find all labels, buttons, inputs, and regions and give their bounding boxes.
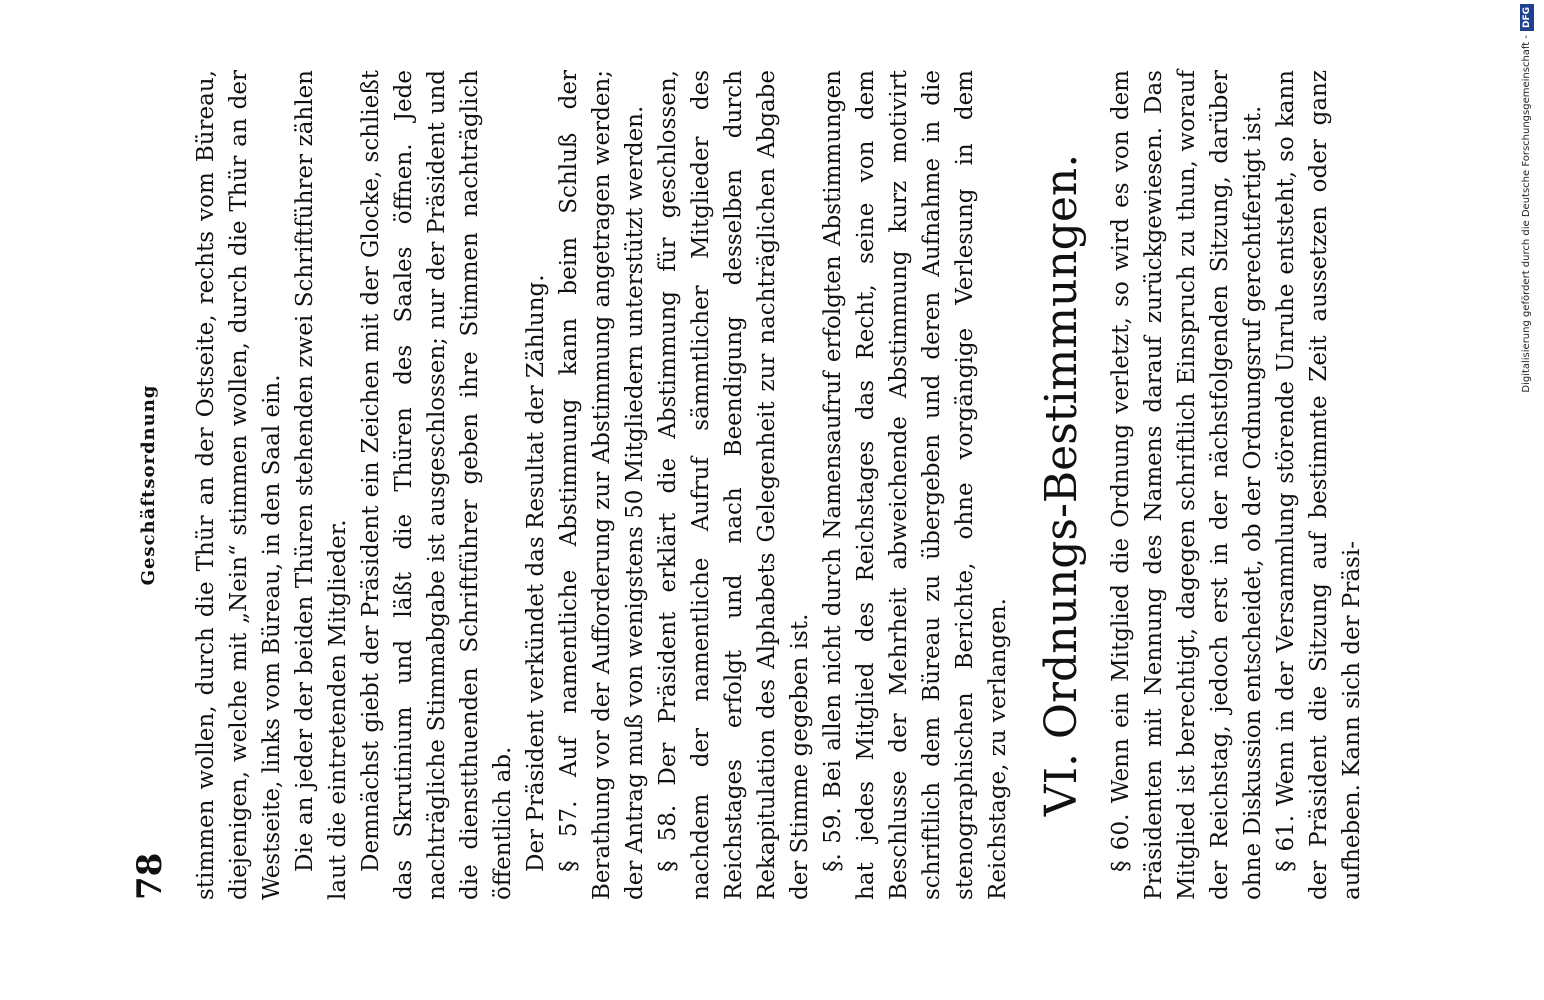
- section-title: VI. Ordnungs-Bestimmungen.: [1036, 153, 1087, 817]
- running-head: Geschäftsordnung: [138, 384, 159, 586]
- paragraph: Demnächst giebt der Präsident ein Zeichen mit der Glocke, schließt das Skrutinium und läßt die Thüren des Saales öffnen. Jede nachträgliche Stimmabgabe ist ausgeschlossen; nur der Präsident und die dienstthuenden Schriftführer geben ihre Stimmen nachträglich öffentlich ab.: [358, 70, 516, 900]
- paragraph: § 60. Wenn ein Mitglied die Ordnung verletzt, so wird es von dem Präsidenten mit Nennung des Namens darauf zurückgewiesen. Das Mitglied ist berechtigt, dagegen schriftlich Einspruch zu thun, worauf der Reichstag, jedoch erst in der nächstfolgenden Sitzung, darüber ohne Diskussion entscheidet, ob der Ordnungsruf gerechtfertigt ist.: [1108, 70, 1266, 900]
- paragraph: Der Präsident verkündet das Resultat der Zählung.: [523, 274, 549, 872]
- document-page: [130, 70, 1365, 900]
- page-header: [130, 70, 170, 900]
- paragraph: § 61. Wenn in der Versammlung störende Unruhe entsteht, so kann der Präsident die Sitzung auf bestimmte Zeit aussetzen oder ganz aufheben. Kann sich der Präsi-: [1273, 70, 1365, 900]
- body-text: [190, 70, 1369, 900]
- paragraph: stimmen wollen, durch die Thür an der Ostseite, rechts vom Büreau, diejenigen, welche mit „Nein“ stimmen wollen, durch die Thür an der Westseite, links vom Büreau, in den Saal ein.: [193, 70, 285, 900]
- paragraph: § 58. Der Präsident erklärt die Abstimmung für geschlossen, nachdem der namentliche Aufruf sämmtlicher Mitglieder des Reichstages erfolgt und nach Beendigung desselben durch Rekapitulation des Alphabets Gelegenheit zur nachträglichen Abgabe der Stimme gegeben ist.: [655, 70, 813, 900]
- paragraph: §. 59. Bei allen nicht durch Namensaufruf erfolgten Abstimmungen hat jedes Mitglied des Reichstages das Recht, seine von dem Beschlusse der Mehrheit abweichende Abstimmung kurz motivirt schriftlich dem Büreau zu übergeben und deren Aufnahme in die stenographischen Berichte, ohne vorgängige Verlesung in dem Reichstage, zu verlangen.: [820, 70, 1011, 900]
- paragraph: Die an jeder der beiden Thüren stehenden zwei Schriftführer zählen laut die eintretenden Mitglieder.: [292, 70, 351, 900]
- page-number: 78: [130, 852, 170, 900]
- digitization-credit: [1514, 4, 1540, 394]
- paragraph: § 57. Auf namentliche Abstimmung kann beim Schluß der Berathung vor der Aufforderung zur Abstimmung angetragen werden; der Antrag muß von wenigstens 50 Mitgliedern unterstützt werden.: [556, 70, 648, 900]
- dfg-logo: DFG: [1520, 4, 1534, 31]
- credit-text: Digitalisierung gefördert durch die Deutsche Forschungsgemeinschaft -: [1521, 35, 1532, 393]
- page-content: [130, 70, 1365, 900]
